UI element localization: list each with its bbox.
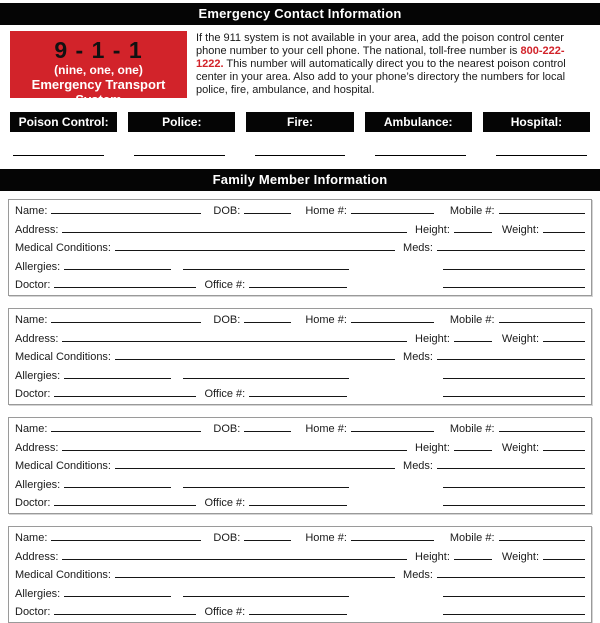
member-row-medical	[15, 240, 585, 259]
meds-continuation-line[interactable]	[443, 368, 585, 379]
doctor-line[interactable]	[54, 277, 196, 288]
mobile-number-label: Mobile #:	[449, 423, 495, 435]
emergency-contacts-fill-lines	[0, 155, 600, 156]
member-row-identity	[15, 530, 585, 549]
dob-line[interactable]	[244, 530, 291, 541]
height-label: Height:	[415, 441, 450, 454]
contact-label-box: Hospital:	[483, 112, 590, 132]
height-label: Height:	[415, 332, 450, 345]
home-number-label: Home #:	[305, 423, 347, 435]
weight-label: Weight:	[501, 550, 539, 563]
contact-label-box: Fire:	[246, 112, 353, 132]
office-number-line[interactable]	[249, 495, 347, 506]
doctor-label: Doctor:	[15, 388, 51, 400]
member-row-address	[15, 222, 585, 241]
medical-conditions-label: Medical Conditions:	[15, 242, 111, 254]
meds-continuation-line-2[interactable]	[443, 386, 585, 397]
member-row-allergies	[15, 586, 585, 605]
poison-control-paragraph	[187, 31, 590, 97]
weight-line[interactable]	[543, 549, 585, 560]
mobile-number-line[interactable]	[499, 421, 585, 432]
meds-continuation-line[interactable]	[443, 477, 585, 488]
member-row-identity	[15, 203, 585, 222]
meds-label: Meds:	[403, 460, 433, 472]
address-line[interactable]	[62, 222, 407, 233]
contact-label-box: Police:	[128, 112, 235, 132]
doctor-label: Doctor:	[15, 497, 51, 509]
nine-one-one-badge	[10, 31, 187, 107]
home-number-line[interactable]	[351, 530, 434, 541]
home-number-line[interactable]	[351, 312, 434, 323]
member-row-address	[15, 331, 585, 350]
member-row-medical	[15, 567, 585, 586]
name-label: Name:	[15, 423, 48, 435]
family-section-title: Family Member Information	[0, 169, 600, 191]
dob-label: DOB:	[213, 423, 241, 435]
member-row-doctor	[15, 604, 585, 623]
meds-line[interactable]	[437, 349, 585, 360]
member-row-identity	[15, 312, 585, 331]
allergies-continuation-line[interactable]	[183, 259, 349, 270]
address-label: Address:	[15, 550, 59, 563]
family-member-block	[8, 308, 592, 405]
meds-continuation-line[interactable]	[443, 259, 585, 270]
contact-fill-line[interactable]	[496, 155, 587, 156]
height-label: Height:	[415, 223, 450, 236]
office-number-label: Office #:	[204, 279, 246, 291]
office-number-label: Office #:	[204, 497, 246, 509]
doctor-line[interactable]	[54, 604, 196, 615]
allergies-line[interactable]	[64, 259, 171, 270]
meds-line[interactable]	[437, 567, 585, 578]
name-label: Name:	[15, 205, 48, 217]
home-number-label: Home #:	[305, 532, 347, 544]
family-member-block	[8, 526, 592, 623]
medical-conditions-line[interactable]	[115, 349, 395, 360]
paragraph-text-after: This number will automatically direct you to the nearest poison control center in your area. Also add to your phone’s directory the numbers for local police, fire, ambulance, and hospital.	[196, 58, 566, 96]
member-row-identity	[15, 421, 585, 440]
medical-conditions-line[interactable]	[115, 458, 395, 469]
medical-conditions-line[interactable]	[115, 567, 395, 578]
address-label: Address:	[15, 223, 59, 236]
allergies-label: Allergies:	[15, 587, 61, 600]
weight-label: Weight:	[501, 332, 539, 345]
home-number-line[interactable]	[351, 203, 434, 214]
dob-line[interactable]	[244, 421, 291, 432]
mobile-number-line[interactable]	[499, 203, 585, 214]
meds-label: Meds:	[403, 569, 433, 581]
doctor-label: Doctor:	[15, 606, 51, 618]
height-line[interactable]	[454, 331, 492, 342]
family-member-block	[8, 199, 592, 296]
badge-spelled-text: (nine, one, one)	[54, 63, 143, 77]
office-number-label: Office #:	[204, 606, 246, 618]
office-number-line[interactable]	[249, 277, 347, 288]
dob-label: DOB:	[213, 314, 241, 326]
name-line[interactable]	[51, 203, 201, 214]
meds-line[interactable]	[437, 458, 585, 469]
weight-line[interactable]	[543, 222, 585, 233]
height-label: Height:	[415, 550, 450, 563]
name-label: Name:	[15, 314, 48, 326]
mobile-number-line[interactable]	[499, 312, 585, 323]
meds-line[interactable]	[437, 240, 585, 251]
doctor-label: Doctor:	[15, 279, 51, 291]
poison-control-phone-number: 800-222-1222.	[196, 45, 565, 70]
mobile-number-label: Mobile #:	[449, 205, 495, 217]
contact-fill-line[interactable]	[13, 155, 104, 156]
address-label: Address:	[15, 332, 59, 345]
meds-label: Meds:	[403, 242, 433, 254]
medical-conditions-label: Medical Conditions:	[15, 569, 111, 581]
family-member-block	[8, 417, 592, 514]
contact-label-box: Poison Control:	[10, 112, 117, 132]
weight-label: Weight:	[501, 441, 539, 454]
contact-fill-line[interactable]	[375, 155, 466, 156]
height-line[interactable]	[454, 549, 492, 560]
emergency-contacts-row	[0, 112, 600, 132]
allergies-continuation-line[interactable]	[183, 586, 349, 597]
member-row-allergies	[15, 477, 585, 496]
family-member-blocks	[8, 199, 592, 623]
dob-label: DOB:	[213, 532, 241, 544]
meds-continuation-line-2[interactable]	[443, 277, 585, 288]
doctor-line[interactable]	[54, 495, 196, 506]
weight-line[interactable]	[543, 440, 585, 451]
medical-conditions-label: Medical Conditions:	[15, 460, 111, 472]
member-row-allergies	[15, 259, 585, 278]
medical-conditions-label: Medical Conditions:	[15, 351, 111, 363]
meds-continuation-line[interactable]	[443, 586, 585, 597]
allergies-line[interactable]	[64, 368, 171, 379]
badge-911-text: 9 - 1 - 1	[54, 37, 143, 63]
allergies-continuation-line[interactable]	[183, 477, 349, 488]
mobile-number-line[interactable]	[499, 530, 585, 541]
dob-label: DOB:	[213, 205, 241, 217]
contact-fill-line[interactable]	[134, 155, 225, 156]
office-number-line[interactable]	[249, 604, 347, 615]
weight-label: Weight:	[501, 223, 539, 236]
allergies-label: Allergies:	[15, 478, 61, 491]
member-row-doctor	[15, 386, 585, 405]
meds-label: Meds:	[403, 351, 433, 363]
meds-continuation-line-2[interactable]	[443, 495, 585, 506]
height-line[interactable]	[454, 222, 492, 233]
home-number-label: Home #:	[305, 205, 347, 217]
medical-conditions-line[interactable]	[115, 240, 395, 251]
office-number-line[interactable]	[249, 386, 347, 397]
allergies-line[interactable]	[64, 477, 171, 488]
allergies-label: Allergies:	[15, 260, 61, 273]
badge-system-text: Emergency Transport System	[31, 77, 166, 107]
home-number-line[interactable]	[351, 421, 434, 432]
doctor-line[interactable]	[54, 386, 196, 397]
mobile-number-label: Mobile #:	[449, 314, 495, 326]
member-row-address	[15, 549, 585, 568]
mobile-number-label: Mobile #:	[449, 532, 495, 544]
member-row-medical	[15, 349, 585, 368]
address-line[interactable]	[62, 440, 407, 451]
allergies-line[interactable]	[64, 586, 171, 597]
contact-label-box: Ambulance:	[365, 112, 472, 132]
allergies-label: Allergies:	[15, 369, 61, 382]
member-row-doctor	[15, 495, 585, 514]
dob-line[interactable]	[244, 312, 291, 323]
home-number-label: Home #:	[305, 314, 347, 326]
address-line[interactable]	[62, 331, 407, 342]
emergency-section-title: Emergency Contact Information	[0, 3, 600, 25]
member-row-medical	[15, 458, 585, 477]
contact-fill-line[interactable]	[255, 155, 346, 156]
member-row-doctor	[15, 277, 585, 296]
meds-continuation-line-2[interactable]	[443, 604, 585, 615]
office-number-label: Office #:	[204, 388, 246, 400]
paragraph-text-before: If the 911 system is not available in your area, add the poison control center phone number to your cell phone. The national, toll-free number is	[196, 32, 564, 57]
name-line[interactable]	[51, 421, 201, 432]
member-row-allergies	[15, 368, 585, 387]
address-line[interactable]	[62, 549, 407, 560]
address-label: Address:	[15, 441, 59, 454]
dob-line[interactable]	[244, 203, 291, 214]
height-line[interactable]	[454, 440, 492, 451]
name-line[interactable]	[51, 530, 201, 541]
name-line[interactable]	[51, 312, 201, 323]
emergency-info-section	[10, 31, 590, 107]
allergies-continuation-line[interactable]	[183, 368, 349, 379]
member-row-address	[15, 440, 585, 459]
name-label: Name:	[15, 532, 48, 544]
weight-line[interactable]	[543, 331, 585, 342]
